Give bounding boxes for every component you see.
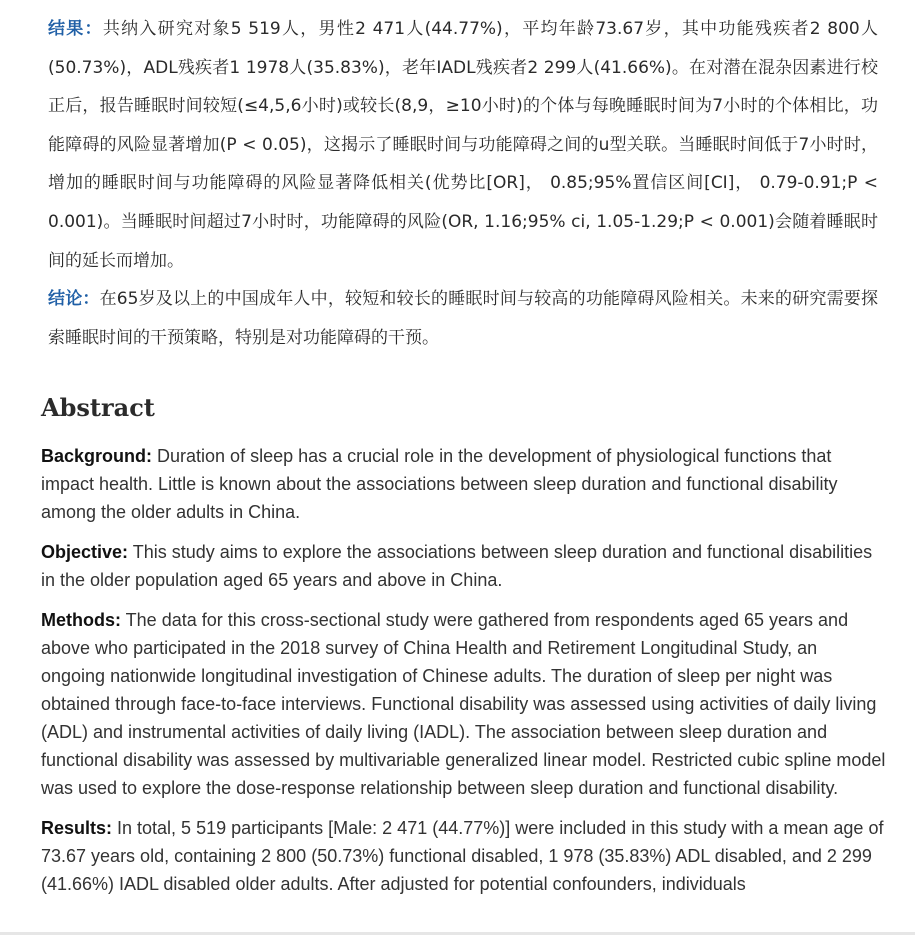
- methods-paragraph: [41, 606, 886, 802]
- chinese-abstract: [48, 10, 878, 357]
- english-abstract: [41, 388, 886, 910]
- cn-results-text: 共纳入研究对象5 519人，男性2 471人(44.77%)，平均年龄73.67岁，其中功能残疾者2 800人(50.73%)，ADL残疾者1 1978人(35.83%)，老年IADL残疾者2 299人(41.66%)。在对潜在混杂因素进行校正后，报告睡眠时间较短(≤4,5,6小时)或较长(8,9，≥10小时)的个体与每晚睡眠时间为7小时的个体相比，功能障碍的风险显著增加(P < 0.05)，这揭示了睡眠时间与功能障碍之间的u型关联。当睡眠时间低于7小时时，增加的睡眠时间与功能障碍的风险显著降低相关(优势比[OR]， 0.85;95%置信区间[CI]， 0.79-0.91;P < 0.001)。当睡眠时间超过7小时时，功能障碍的风险(OR, 1.16;95% ci, 1.05-1.29;P < 0.001)会随着睡眠时间的延长而增加。: [48, 19, 879, 271]
- results-label: Results:: [41, 818, 113, 838]
- results-text: In total, 5 519 participants [Male: 2 471 (44.77%)] were included in this study with a mean age of 73.67 years old, containing 2 800 (50.73%) functional disabled, 1 978 (35.83%) ADL disabled, and 2 299 (41.66%) IADL disabled older adults. After adjusted for potential confounders, individuals: [41, 818, 884, 894]
- cn-results-label: 结果：: [48, 19, 103, 39]
- objective-text: This study aims to explore the associations between sleep duration and functional disabilities in the older population aged 65 years and above in China.: [41, 542, 873, 590]
- cn-conclusion-paragraph: [48, 280, 878, 357]
- cn-results-paragraph: [48, 10, 878, 280]
- objective-label: Objective:: [41, 542, 129, 562]
- background-text: Duration of sleep has a crucial role in the development of physiological functions that impact health. Little is known about the associations between sleep duration and functional disability among the older adults in China.: [41, 446, 838, 522]
- cn-conclusion-label: 结论：: [48, 289, 100, 310]
- background-paragraph: [41, 442, 886, 526]
- cn-conclusion-text: 在65岁及以上的中国成年人中，较短和较长的睡眠时间与较高的功能障碍风险相关。未来的研究需要探索睡眠时间的干预策略，特别是对功能障碍的干预。: [48, 289, 879, 348]
- objective-paragraph: [41, 538, 886, 594]
- abstract-heading: Abstract: [41, 393, 155, 422]
- methods-text: The data for this cross-sectional study were gathered from respondents aged 65 years and above who participated in the 2018 survey of China Health and Retirement Longitudinal Study, an ongoing nationwide longitudinal investigation of Chinese adults. The duration of sleep per night was obtained through face-to-face interviews. Functional disability was assessed using activities of daily living (ADL) and instrumental activities of daily living (IADL). The association between sleep duration and functional disability was assessed by multivariable generalized linear model. Restricted cubic spline model was used to explore the dose-response relationship between sleep duration and functional disability.: [41, 610, 886, 798]
- results-paragraph: [41, 814, 886, 898]
- background-label: Background:: [41, 446, 153, 466]
- methods-label: Methods:: [41, 610, 121, 630]
